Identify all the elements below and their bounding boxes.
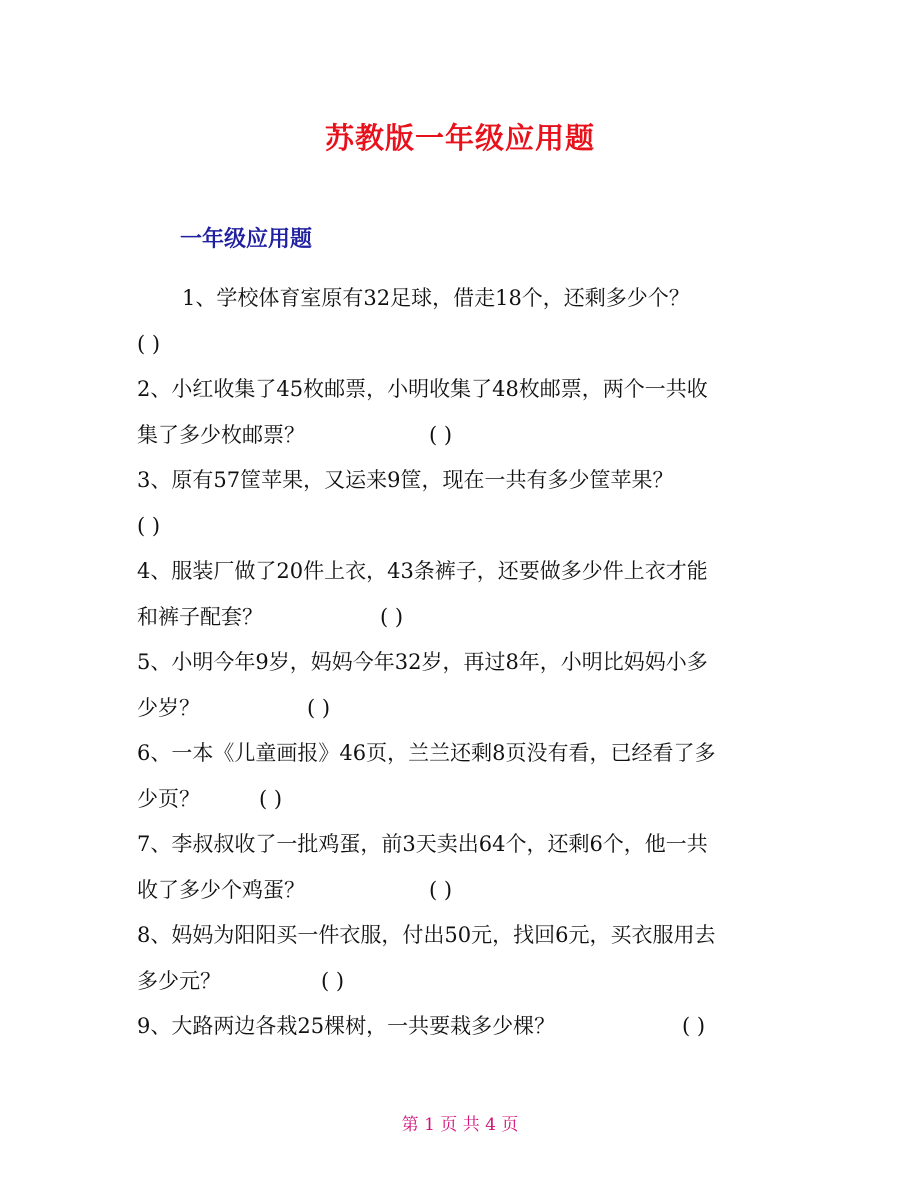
question-text: 多少元？: [137, 968, 221, 993]
question-4-line-2: [137, 595, 787, 641]
question-6-line-2: [137, 777, 787, 823]
page-title: 苏教版一年级应用题: [324, 121, 595, 155]
question-5-line-2: [137, 686, 787, 732]
question-text: 1、学校体育室原有32足球，借走18个，还剩多少个？: [182, 286, 690, 310]
question-text: 6、一本《儿童画报》46页，兰兰还剩8页没有看，已经看了多: [137, 741, 716, 765]
answer-blank: ( ): [137, 513, 161, 538]
question-text: 8、妈妈为阳阳买一件衣服，付出50元，找回6元，买衣服用去: [137, 923, 716, 947]
section-heading: 一年级应用题: [180, 227, 313, 252]
question-1-line-2: [137, 322, 787, 368]
question-text: 少岁？: [137, 695, 200, 720]
question-text: 5、小明今年9岁，妈妈今年32岁，再过8年，小明比妈妈小多: [137, 650, 708, 674]
answer-blank: ( ): [307, 695, 331, 720]
question-3-line-2: [137, 504, 787, 550]
page-footer: 第 1 页 共 4 页: [401, 1115, 519, 1135]
answer-blank: ( ): [321, 968, 345, 993]
question-5-line-1: [137, 640, 787, 686]
answer-blank: ( ): [137, 331, 161, 356]
question-9-line-1: [137, 1004, 787, 1050]
answer-blank: ( ): [682, 1014, 706, 1038]
question-text: 收了多少个鸡蛋？: [137, 877, 305, 902]
answer-blank: ( ): [380, 604, 404, 629]
question-3-line-1: [137, 458, 787, 504]
question-text: 2、小红收集了45枚邮票，小明收集了48枚邮票，两个一共收: [137, 377, 708, 401]
question-6-line-1: [137, 731, 787, 777]
question-7-line-1: [137, 822, 787, 868]
question-1-line-1: [137, 276, 787, 322]
answer-blank: ( ): [429, 422, 453, 447]
question-text: 7、李叔叔收了一批鸡蛋，前3天卖出64个，还剩6个，他一共: [137, 832, 708, 856]
question-4-line-1: [137, 549, 787, 595]
question-text: 9、大路两边各栽25棵树，一共要栽多少棵？: [137, 1014, 556, 1038]
question-8-line-1: [137, 913, 787, 959]
question-text: 集了多少枚邮票？: [137, 422, 305, 447]
question-text: 3、原有57筐苹果，又运来9筐，现在一共有多少筐苹果？: [137, 468, 674, 492]
question-8-line-2: [137, 959, 787, 1005]
question-7-line-2: [137, 868, 787, 914]
question-text: 少页？: [137, 786, 200, 811]
question-2-line-2: [137, 413, 787, 459]
answer-blank: ( ): [429, 877, 453, 902]
question-text: 4、服装厂做了20件上衣，43条裤子，还要做多少件上衣才能: [137, 559, 708, 583]
question-list: [137, 276, 787, 1050]
question-2-line-1: [137, 367, 787, 413]
question-text: 和裤子配套？: [137, 604, 263, 629]
answer-blank: ( ): [259, 786, 283, 811]
